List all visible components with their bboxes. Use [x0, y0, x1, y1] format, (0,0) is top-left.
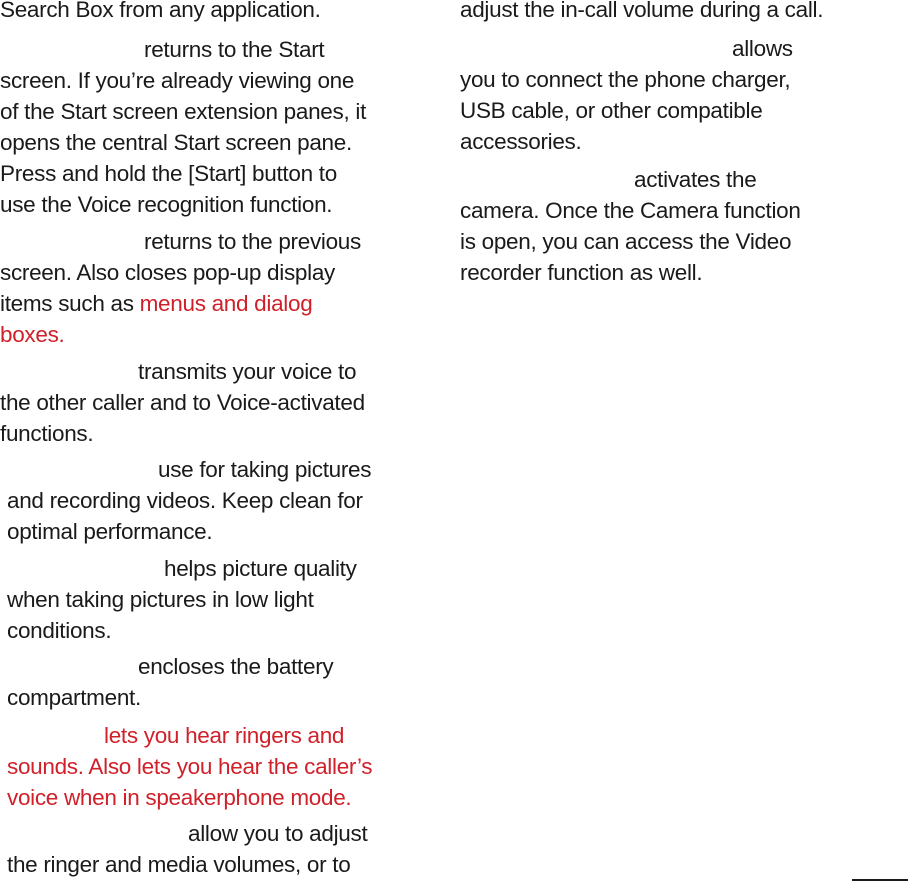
usb-port-body: you to connect the phone charger, USB cable, or other compatible accessories.: [460, 67, 791, 154]
back-cover-first-line: encloses the battery: [138, 654, 334, 679]
back-key-body-highlight: menus and dialog boxes.: [0, 291, 313, 347]
start-key-first-line: returns to the Start: [144, 37, 325, 62]
speaker-description: [0, 720, 400, 813]
flash-description: [0, 553, 400, 646]
speaker-first-line: lets you hear ringers and: [104, 723, 345, 748]
camera-key-body: camera. Once the Camera function is open, you can access the Video recorder function as well.: [460, 198, 801, 285]
start-key-body: screen. If you’re already viewing one of the Start screen extension panes, it opens the central Start screen pane. Press and hold the [Start] button to use the Voice recognition function.: [0, 68, 367, 217]
speaker-body: sounds. Also lets you hear the caller’s voice when in speakerphone mode.: [7, 754, 373, 810]
microphone-first-line: transmits your voice to: [138, 359, 357, 384]
flash-first-line: helps picture quality: [164, 556, 357, 581]
start-key-description: [0, 34, 400, 220]
microphone-body: the other caller and to Voice-activated functions.: [0, 390, 365, 446]
camera-lens-body: and recording videos. Keep clean for optimal performance.: [7, 488, 363, 544]
back-key-body: [0, 257, 400, 350]
camera-key-first-line: activates the: [634, 167, 757, 192]
back-key-body-text: screen. Also closes pop-up display items such as: [0, 260, 335, 316]
camera-lens-description: [0, 454, 400, 547]
back-cover-description: [0, 651, 400, 713]
back-key-description: [0, 226, 400, 350]
volume-keys-description: [0, 818, 400, 880]
page-footer-rule: [852, 879, 908, 881]
flash-body: when taking pictures in low light conditions.: [7, 587, 314, 643]
camera-key-description: [460, 164, 880, 288]
camera-lens-first-line: use for taking pictures: [158, 457, 372, 482]
search-box-tail-text: [0, 0, 321, 25]
volume-keys-tail-line: adjust the in-call volume during a call.: [460, 0, 824, 22]
search-box-tail-line: Search Box from any application.: [0, 0, 321, 22]
usb-port-first-line: allows: [732, 36, 793, 61]
volume-keys-tail-text: [460, 0, 823, 25]
usb-port-description: [460, 33, 880, 157]
volume-keys-first-line: allow you to adjust: [188, 821, 368, 846]
volume-keys-body: the ringer and media volumes, or to: [7, 852, 351, 877]
back-key-first-line: returns to the previous: [144, 229, 361, 254]
back-cover-body: compartment.: [7, 685, 141, 710]
microphone-description: [0, 356, 400, 449]
